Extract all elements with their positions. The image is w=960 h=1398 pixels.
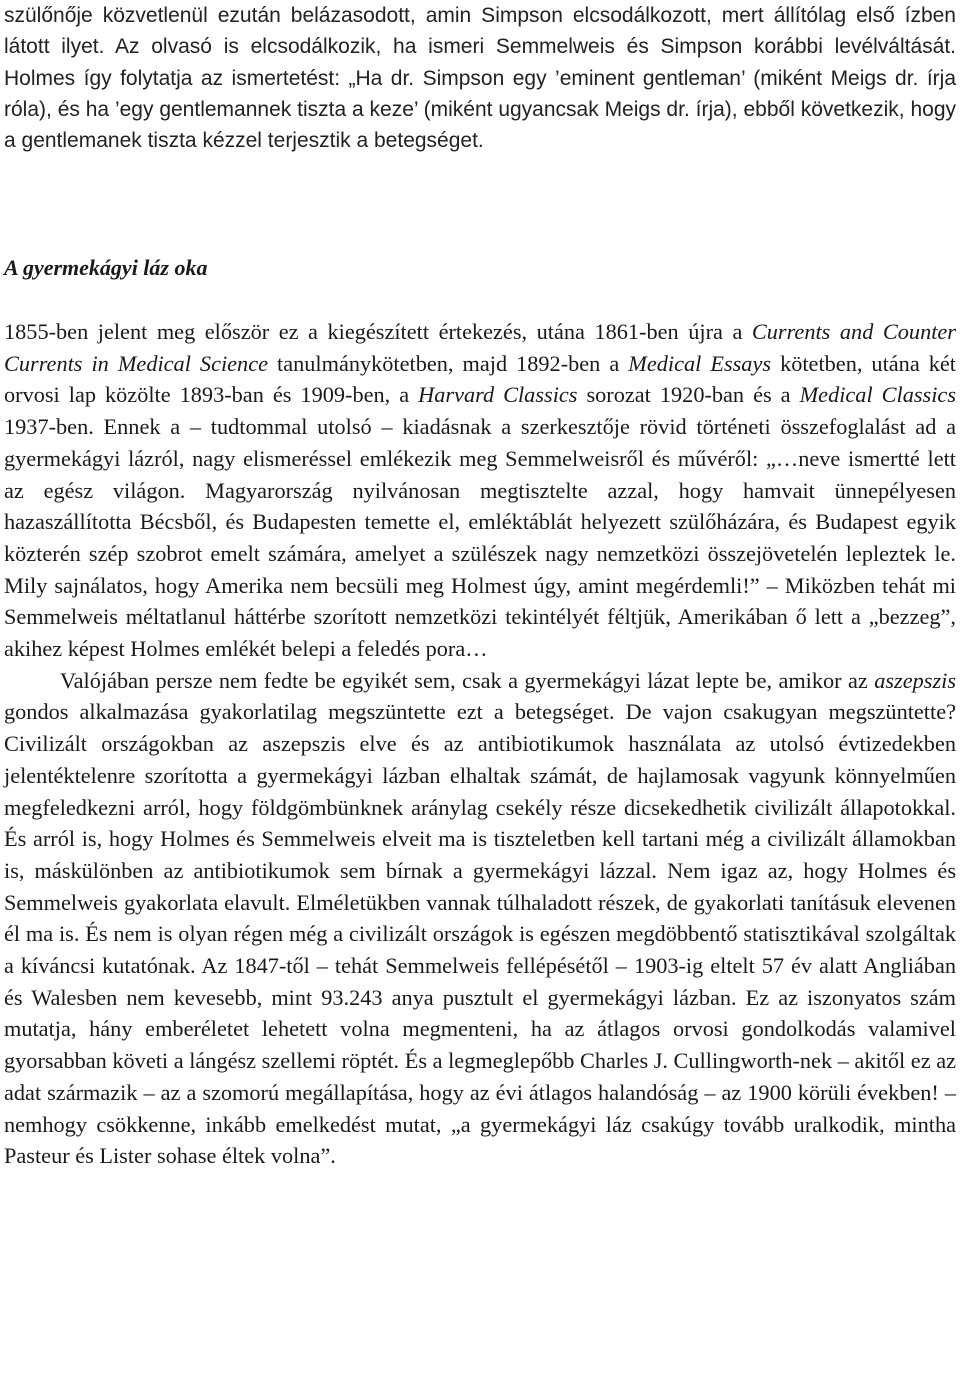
text-run: sorozat 1920-ban és a	[577, 382, 800, 408]
paragraph-asepsis	[4, 665, 956, 1172]
text-run: Valójában persze nem fedte be egyikét sem, csak a gyermekágyi lázat lepte be, amikor az	[60, 667, 875, 693]
text-run: gondos alkalmazása gyakorlatilag megszüntette ezt a betegséget. De vajon csakugyan megszüntette? Civilizált országokban az aszepszis elve és az antibiotikumok használata az utolsó évtizedekben jelentéktelenre szorította a gyermekágyi lázban elhaltak számát, de hajlamosak vagyunk könnyelműen megfeledkezni arról, hogy földgömbünknek aránylag csekély része dicsekedhetik civilizált állapotokkal. És arról is, hogy Holmes és Semmelweis elveit ma is tiszteletben kell tartani még a civilizált államokban is, máskülönben az antibiotikumok sem bírnak a gyermekágyi lázzal. Nem igaz az, hogy Holmes és Semmelweis gyakorlata elavult. Elméletükben vannak túlhaladott részek, de gyakorlati tanításuk elevenen él ma is. És nem is olyan régen még a civilizált országok is egészen megdöbbentő statisztikával szolgáltak a kíváncsi kutatónak. Az 1847-től – tehát Semmelweis fellépésétől – 1903-ig eltelt 57 év alatt Angliában és Walesben nem kevesebb, mint 93.243 anya pusztult el gyermekágyi lázban. Ez az iszonyatos szám mutatja, hány emberéletet lehetett volna megmenteni, ha az átlagos orvosi gondolkodás valamivel gyorsabban követi a lángész szellemi röptét. És a legmeglepőbb Charles J. Cullingworth-nek – akitől ez az adat származik – az a szomorú megállapítása, hogy az évi átlagos halandóság – az 1900 körüli években! – nemhogy csökkenne, inkább emelkedést mutat, „a gyermekágyi láz csakúgy tovább uralkodik, mintha Pasteur és Lister sohase éltek volna”.	[4, 699, 956, 1169]
text-run: tanulmánykötetben, majd 1892-ben a	[268, 350, 629, 376]
italic-term: aszepszis	[874, 667, 956, 693]
intro-paragraph: szülőnője közvetlenül ezután belázasodott, amin Simpson elcsodálkozott, mert állítólag első ízben látott ilyet. Az olvasó is elcsodálkozik, ha ismeri Semmelweis és Simpson korábbi levélváltását. Holmes így folytatja az ismertetést: „Ha dr. Simpson egy ’eminent gentleman’ (miként Meigs dr. írja róla), és ha ’egy gentlemannek tiszta a keze’ (miként ugyancsak Meigs dr. írja), ebből következik, hogy a gentlemanek tiszta kézzel terjesztik a betegséget.	[4, 4, 956, 153]
italic-title: Medical Essays	[628, 350, 772, 376]
document-page	[4, 0, 956, 1169]
italic-title: Harvard Classics	[418, 382, 578, 408]
italic-title: Medical Classics	[799, 382, 956, 408]
section-body	[4, 316, 956, 1172]
italic-title: Currents and Counter Currents in Medical Science	[4, 319, 956, 376]
text-run: kötetben, utána két orvosi lap közölte 1893-ban és 1909-ben, a	[4, 350, 956, 408]
text-run: 1855-ben jelent meg először ez a kiegészített értekezés, utána 1861-ben újra a	[4, 319, 752, 344]
section-heading: A gyermekágyi láz oka	[4, 255, 208, 280]
text-run: 1937-ben. Ennek a – tudtommal utolsó – kiadásnak a szerkesztője rövid történeti összefoglalást ad a gyermekágyi lázról, nagy elismeréssel emlékezik meg Semmelweisről és művéről: „…neve ismertté lett az egész világon. Magyarország nyilvánosan megtisztelte azzal, hogy hamvait ünnepélyesen hazaszállította Bécsből, és Budapesten temette el, emléktáblát helyezett szülőházára, és Budapest egyik közterén szép szobrot emelt számára, amelyet a szülészek nagy nemzetközi összejövetelén lepleztek le. Mily sajnálatos, hogy Amerika nem becsüli meg Holmest úgy, amint megérdemli!” – Miközben tehát mi Semmelweis méltatlanul háttérbe szorított nemzetközi tekintélyét féltjük, Amerikában ő lett a „bezzeg”, akihez képest Holmes emlékét belepi a feledés pora…	[4, 414, 956, 662]
paragraph-publication-history	[4, 316, 956, 665]
